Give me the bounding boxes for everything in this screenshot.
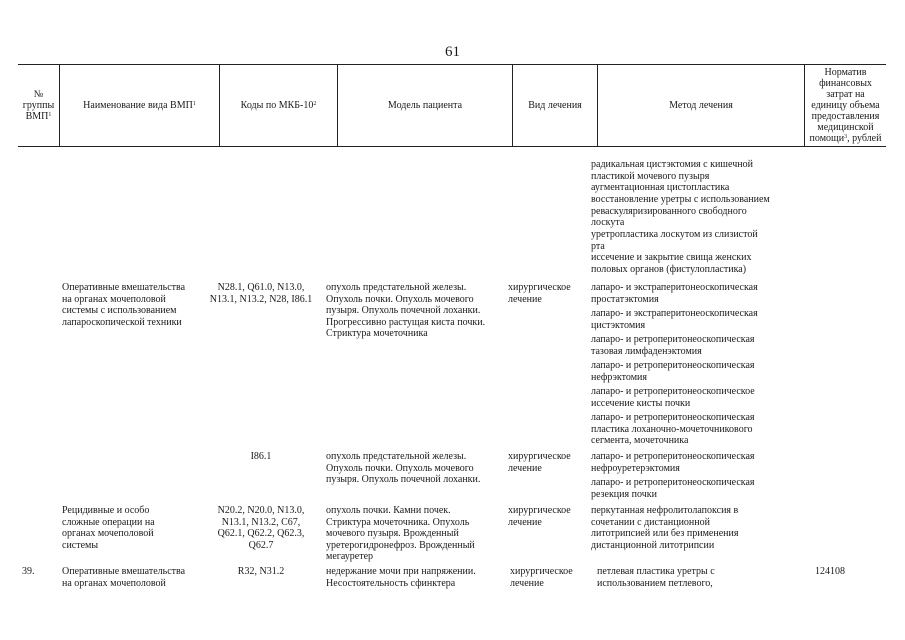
icd-codes: N28.1, Q61.0, N13.0, N13.1, N13.2, N28, I86.1 (209, 282, 313, 305)
patient-model: опухоль почки. Камни почек. Стриктура мочеточника. Опухоль мочевого пузыря. Врожденный уретерогидронефроз. Врожденный мегауретер (326, 505, 475, 562)
method-item: лапаро- и ретроперитонеоскопическая пластика лоханочно-мочеточникового сегмента, мочеточника (591, 412, 755, 446)
treatment-type: хирургическое лечение (508, 505, 571, 528)
method-item: лапаро- и экстраперитонеоскопическая цистэктомия (591, 308, 758, 331)
patient-model: опухоль предстательной железы. Опухоль почки. Опухоль мочевого пузыря. Опухоль почечной лоханки. (326, 451, 481, 485)
method-item: лапаро- и ретроперитонеоскопическая тазовая лимфаденэктомия (591, 334, 755, 357)
method-item: радикальная цистэктомия с кишечной пластикой мочевого пузыря (591, 159, 753, 182)
group-number: 39. (22, 566, 35, 577)
method-item: аугментационная цистопластика (591, 182, 730, 193)
method-item: лапаро- и экстраперитонеоскопическая простатэктомия (591, 282, 758, 305)
icd-codes: R32, N31.2 (237, 566, 285, 577)
header-group-number: № группы ВМП$^1$ (18, 65, 60, 146)
cost-norm-value: 124108 (815, 566, 845, 577)
method-item: уретропластика лоскутом из слизистой рта (591, 229, 758, 252)
header-treatment-method: Метод лечения (598, 65, 805, 146)
header-vmp-name: Наименование вида ВМП$^1$ (60, 65, 220, 146)
vmp-name: Рецидивные и особо сложные операции на органах мочеполовой системы (62, 505, 155, 551)
vmp-name: Оперативные вмешательства на органах мочеполовой системы с использованием лапароскопической техники (62, 282, 186, 328)
icd-codes: N20.2, N20.0, N13.0, N13.1, N13.2, C67, Q62.1, Q62.2, Q62.3, Q62.7 (217, 505, 305, 551)
method-item: лапаро- и ретроперитонеоскопическая нефрэктомия (591, 360, 755, 383)
method-item: иссечение и закрытие свища женских половых органов (фистулопластика) (591, 252, 752, 275)
header-patient-model: Модель пациента (338, 65, 513, 146)
method-item: лапаро- и ретроперитонеоскопическое иссечение кисты почки (591, 386, 755, 409)
header-icd-codes: Коды по МКБ-$10^2$ (220, 65, 338, 146)
header-cost-norm: Норматив финансовых затрат на единицу объема предоставления медицинской помощи$^3$, рублей (809, 67, 882, 144)
treatment-type: хирургическое лечение (510, 566, 573, 589)
method-item: перкутанная нефролитолапоксия в сочетании с дистанционной литотрипсией или без применения дистанционной литотрипсии (591, 505, 739, 551)
icd-codes: I86.1 (250, 451, 272, 462)
patient-model: недержание мочи при напряжении. Несостоятельность сфинктера (326, 566, 476, 589)
table-header (18, 64, 886, 147)
method-item: лапаро- и ретроперитонеоскопическая нефроуретерэктомия (591, 451, 755, 474)
method-item: петлевая пластика уретры с использованием петлевого, (597, 566, 715, 589)
method-item: восстановление уретры с использованием реваскуляризированного свободного лоскута (591, 194, 770, 228)
vmp-name: Оперативные вмешательства на органах мочеполовой (62, 566, 186, 589)
treatment-type: хирургическое лечение (508, 282, 571, 305)
method-item: лапаро- и ретроперитонеоскопическая резекция почки (591, 477, 755, 500)
page-number: 61 (445, 44, 460, 60)
patient-model: опухоль предстательной железы. Опухоль почки. Опухоль мочевого пузыря. Опухоль почечной лоханки. Прогрессивно растущая киста почки. Стриктура мочеточника (326, 282, 486, 339)
treatment-type: хирургическое лечение (508, 451, 571, 474)
header-treatment-type: Вид лечения (513, 65, 598, 146)
